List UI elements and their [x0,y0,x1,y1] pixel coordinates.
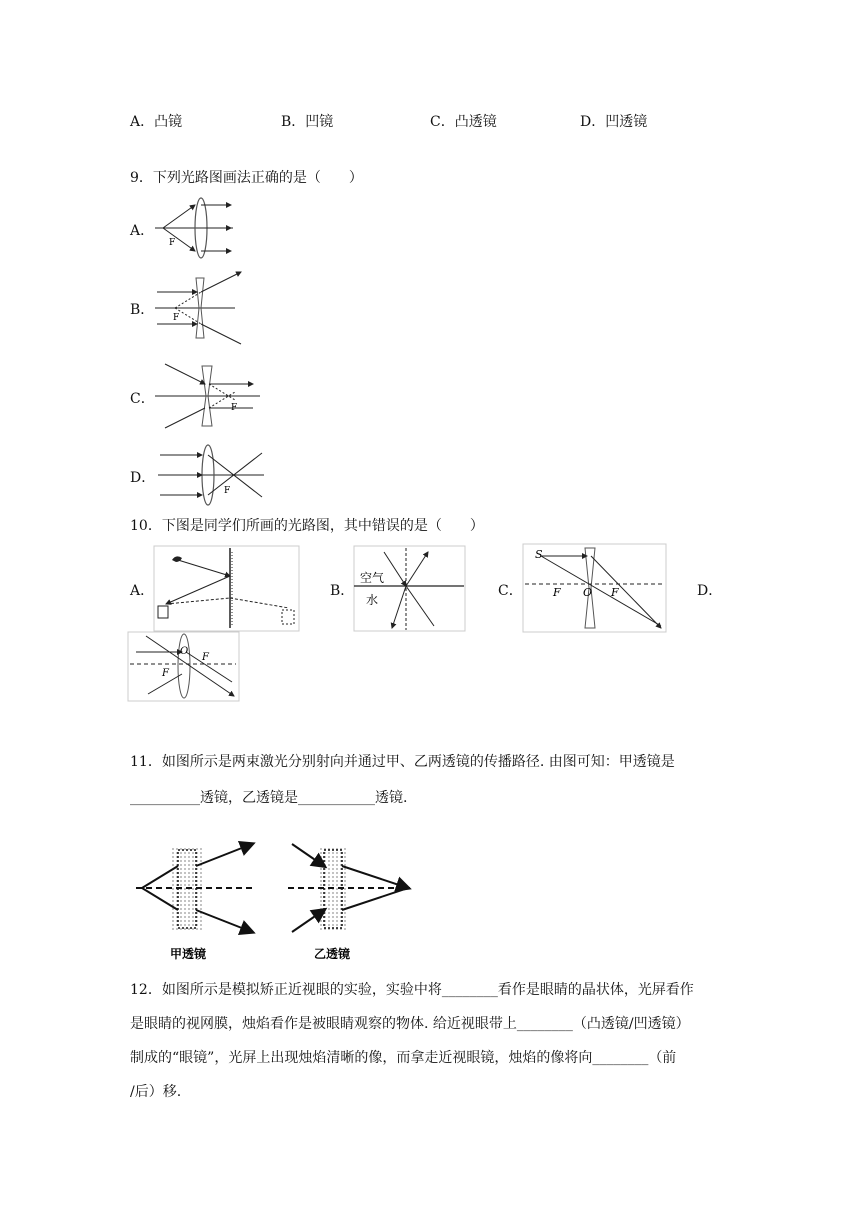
q10-figure-b [354,546,466,632]
q11-figure [132,836,417,966]
q9-label-c: C． [130,391,155,407]
q9-b-focus: F [173,313,180,323]
q9-figure-b [155,270,245,346]
q10-b-air: 空气 [360,571,385,585]
q10-c-f-right: F [611,586,619,599]
q10-figure-d [128,632,240,702]
q10-figure-c [523,544,667,634]
q9-c-focus: F [231,403,238,413]
q12-line3: 制成的“眼镜”，光屏上出现烛焰清晰的像，而拿走近视眼镜，烛焰的像将向________（前 [130,1050,677,1066]
q8-option-b: B．凹镜 [281,114,334,130]
q9-label-a: A． [130,223,155,239]
q12-line4: /后）移. [130,1084,182,1100]
q8-option-d: D．凹透镜 [580,114,648,130]
q10-c-f-left: F [553,586,561,599]
q11-caption-jia: 甲透镜 [170,947,207,961]
q10-stem: 10．下图是同学们所画的光路图，其中错误的是（ ） [130,518,484,534]
q11-line1: 11．如图所示是两束激光分别射向并通过甲、乙两透镜的传播路径. 由图可知：甲透镜是 [130,754,675,770]
q8-option-a: A．凸镜 [130,114,183,130]
q10-b-water: 水 [366,593,379,607]
q11-caption-yi: 乙透镜 [314,947,351,961]
q9-figure-c [155,360,265,432]
q9-figure-a [155,195,235,261]
q12-line2: 是眼睛的视网膜，烛焰看作是被眼睛观察的物体. 给近视眼带上________（凸透镜/凹透镜） [130,1016,690,1032]
q9-label-b: B． [130,302,155,318]
q9-d-focus: F [224,486,231,496]
q10-c-o: O [583,586,593,599]
q10-d-f-right: F [202,652,209,663]
q11-line2: __________透镜，乙透镜是___________透镜. [130,790,408,806]
q9-a-focus: F [169,238,176,248]
q10-label-b: B． [330,583,355,599]
q9-stem: 9．下列光路图画法正确的是（ ） [130,170,363,186]
q10-label-a: A． [130,583,155,599]
q10-label-d: D． [697,583,723,599]
q12-line1: 12．如图所示是模拟矫正近视眼的实验，实验中将________看作是眼睛的晶状体，光屏看作 [130,982,694,998]
q8-option-c: C．凸透镜 [430,114,497,130]
q10-d-f-left: F [162,668,169,679]
q9-label-d: D． [130,470,156,486]
q10-figure-a [154,546,300,632]
q10-c-s: S [535,548,543,561]
q9-figure-d [158,443,268,507]
q10-label-c: C． [498,583,523,599]
q10-d-o: O [180,646,189,657]
